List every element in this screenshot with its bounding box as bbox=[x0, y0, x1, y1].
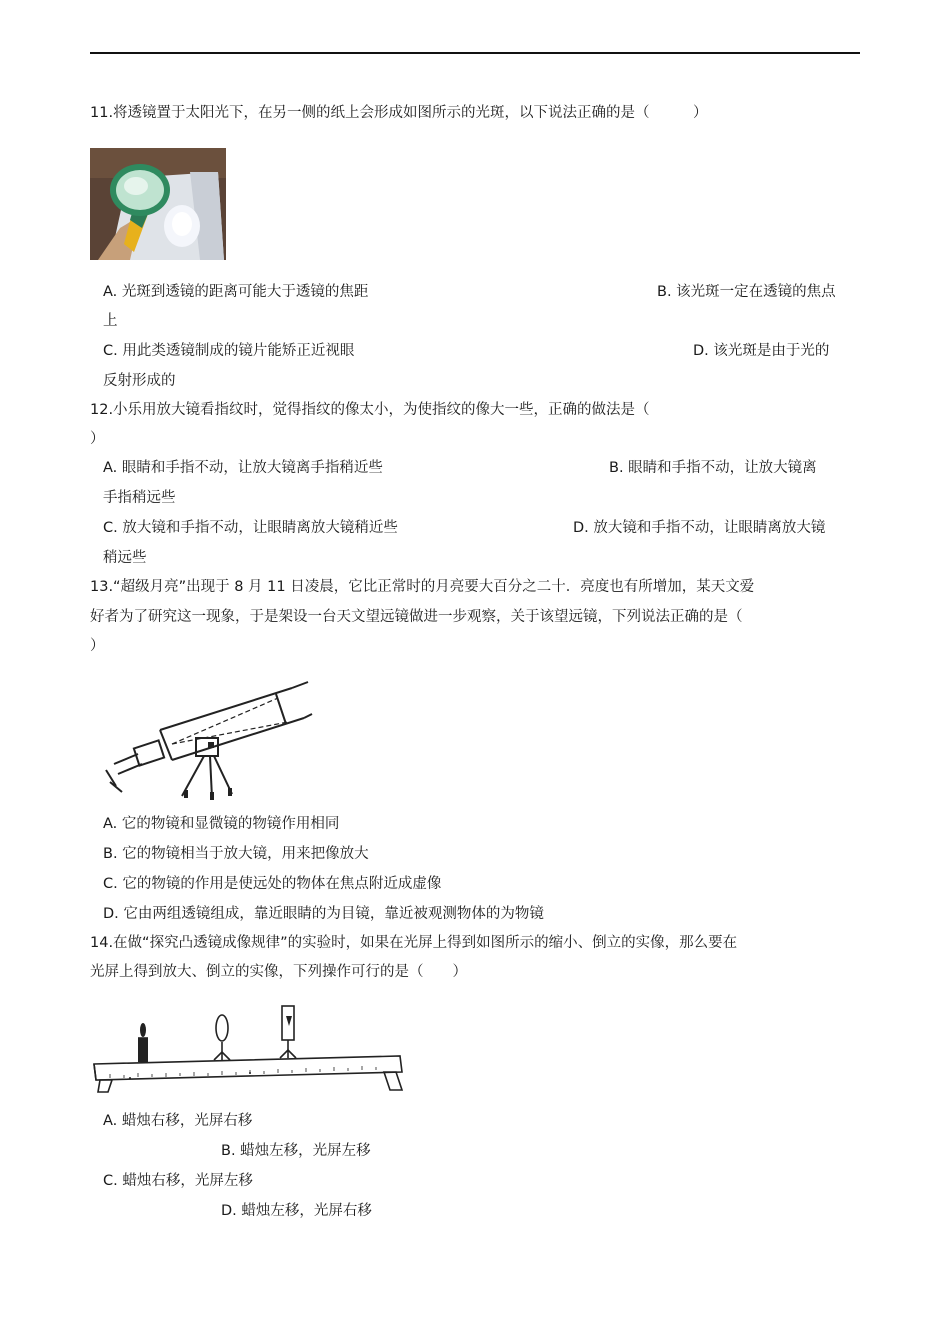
option-letter: C. bbox=[103, 1173, 118, 1189]
option-letter: C. bbox=[103, 343, 118, 359]
q11-option-a[interactable] bbox=[103, 282, 368, 302]
option-letter: B. bbox=[657, 284, 672, 300]
option-letter: B. bbox=[103, 846, 118, 862]
option-letter: D. bbox=[693, 343, 709, 359]
q12-option-b[interactable] bbox=[609, 458, 817, 478]
q11-option-c[interactable] bbox=[103, 341, 354, 361]
q12-option-d[interactable] bbox=[573, 518, 825, 538]
option-text: 它的物镜和显微镜的物镜作用相同 bbox=[121, 816, 340, 832]
option-text: 该光斑是由于光的 bbox=[713, 343, 830, 359]
q11-option-b-wrap: 上 bbox=[103, 313, 118, 329]
q11-option-b[interactable] bbox=[657, 282, 836, 302]
option-letter: C. bbox=[103, 520, 118, 536]
option-text: 用此类透镜制成的镜片能矫正近视眼 bbox=[122, 343, 355, 359]
option-letter: B. bbox=[609, 460, 624, 476]
option-text: 蜡烛左移，光屏右移 bbox=[241, 1203, 372, 1219]
q13-option-a[interactable] bbox=[103, 814, 339, 834]
option-text: 眼睛和手指不动，让放大镜离 bbox=[628, 460, 817, 476]
q14-optical-bench-drawing bbox=[90, 1002, 408, 1096]
q12-stem-line-1: 12.小乐用放大镜看指纹时，觉得指纹的像太小，为使指纹的像大一些，正确的做法是（ bbox=[90, 402, 650, 418]
option-text: 蜡烛左移，光屏左移 bbox=[240, 1143, 371, 1159]
q13-stem-line-3: ） bbox=[90, 638, 105, 654]
q14-stem-line-1: 14.在做“探究凸透镜成像规律”的实验时，如果在光屏上得到如图所示的缩小、倒立的实像，那么要在 bbox=[90, 935, 738, 951]
option-text: 它由两组透镜组成，靠近眼睛的为目镜，靠近被观测物体的为物镜 bbox=[123, 906, 544, 922]
q12-stem-line-2: ） bbox=[90, 431, 105, 447]
q13-telescope-drawing bbox=[100, 678, 314, 800]
option-text: 光斑到透镜的距离可能大于透镜的焦距 bbox=[121, 284, 369, 300]
q11-option-d-wrap: 反射形成的 bbox=[103, 373, 176, 389]
q14-option-b[interactable] bbox=[221, 1141, 371, 1161]
option-text: 眼睛和手指不动，让放大镜离手指稍近些 bbox=[121, 460, 383, 476]
option-text: 放大镜和手指不动，让眼睛离放大镜稍近些 bbox=[122, 520, 398, 536]
q14-option-c[interactable] bbox=[103, 1171, 253, 1191]
q12-option-b-wrap: 手指稍远些 bbox=[103, 490, 176, 506]
option-text: 放大镜和手指不动，让眼睛离放大镜 bbox=[593, 520, 826, 536]
option-text: 该光斑一定在透镜的焦点 bbox=[676, 284, 836, 300]
option-letter: D. bbox=[573, 520, 589, 536]
q12-option-c[interactable] bbox=[103, 518, 398, 538]
option-letter: A. bbox=[103, 1113, 118, 1129]
header-rule bbox=[90, 52, 860, 54]
q12-option-a[interactable] bbox=[103, 458, 383, 478]
q14-stem-line-2: 光屏上得到放大、倒立的实像，下列操作可行的是（ ） bbox=[90, 964, 467, 980]
option-letter: A. bbox=[103, 460, 118, 476]
q12-option-d-wrap: 稍远些 bbox=[103, 550, 147, 566]
q13-option-c[interactable] bbox=[103, 874, 441, 894]
option-letter: C. bbox=[103, 876, 118, 892]
option-letter: A. bbox=[103, 284, 118, 300]
option-letter: B. bbox=[221, 1143, 236, 1159]
option-text: 蜡烛右移，光屏左移 bbox=[122, 1173, 253, 1189]
option-text: 它的物镜的作用是使远处的物体在焦点附近成虚像 bbox=[122, 876, 442, 892]
q11-stem: 11.将透镜置于太阳光下，在另一侧的纸上会形成如图所示的光斑，以下说法正确的是（ ） bbox=[90, 105, 708, 121]
q11-magnifier-photo bbox=[90, 148, 226, 260]
option-text: 它的物镜相当于放大镜，用来把像放大 bbox=[122, 846, 369, 862]
q13-stem-line-1: 13.“超级月亮”出现于 8 月 11 日凌晨，它比正常时的月亮要大百分之二十．亮度也有所增加，某天文爱 bbox=[90, 579, 755, 595]
option-letter: A. bbox=[103, 816, 118, 832]
q13-option-b[interactable] bbox=[103, 844, 369, 864]
q13-stem-line-2: 好者为了研究这一现象，于是架设一台天文望远镜做进一步观察，关于该望远镜，下列说法正确的是（ bbox=[90, 609, 743, 625]
q14-option-d[interactable] bbox=[221, 1201, 372, 1221]
q11-option-d[interactable] bbox=[693, 341, 829, 361]
q14-option-a[interactable] bbox=[103, 1111, 252, 1131]
option-letter: D. bbox=[221, 1203, 237, 1219]
option-letter: D. bbox=[103, 906, 119, 922]
q13-option-d[interactable] bbox=[103, 904, 544, 924]
option-text: 蜡烛右移，光屏右移 bbox=[121, 1113, 253, 1129]
